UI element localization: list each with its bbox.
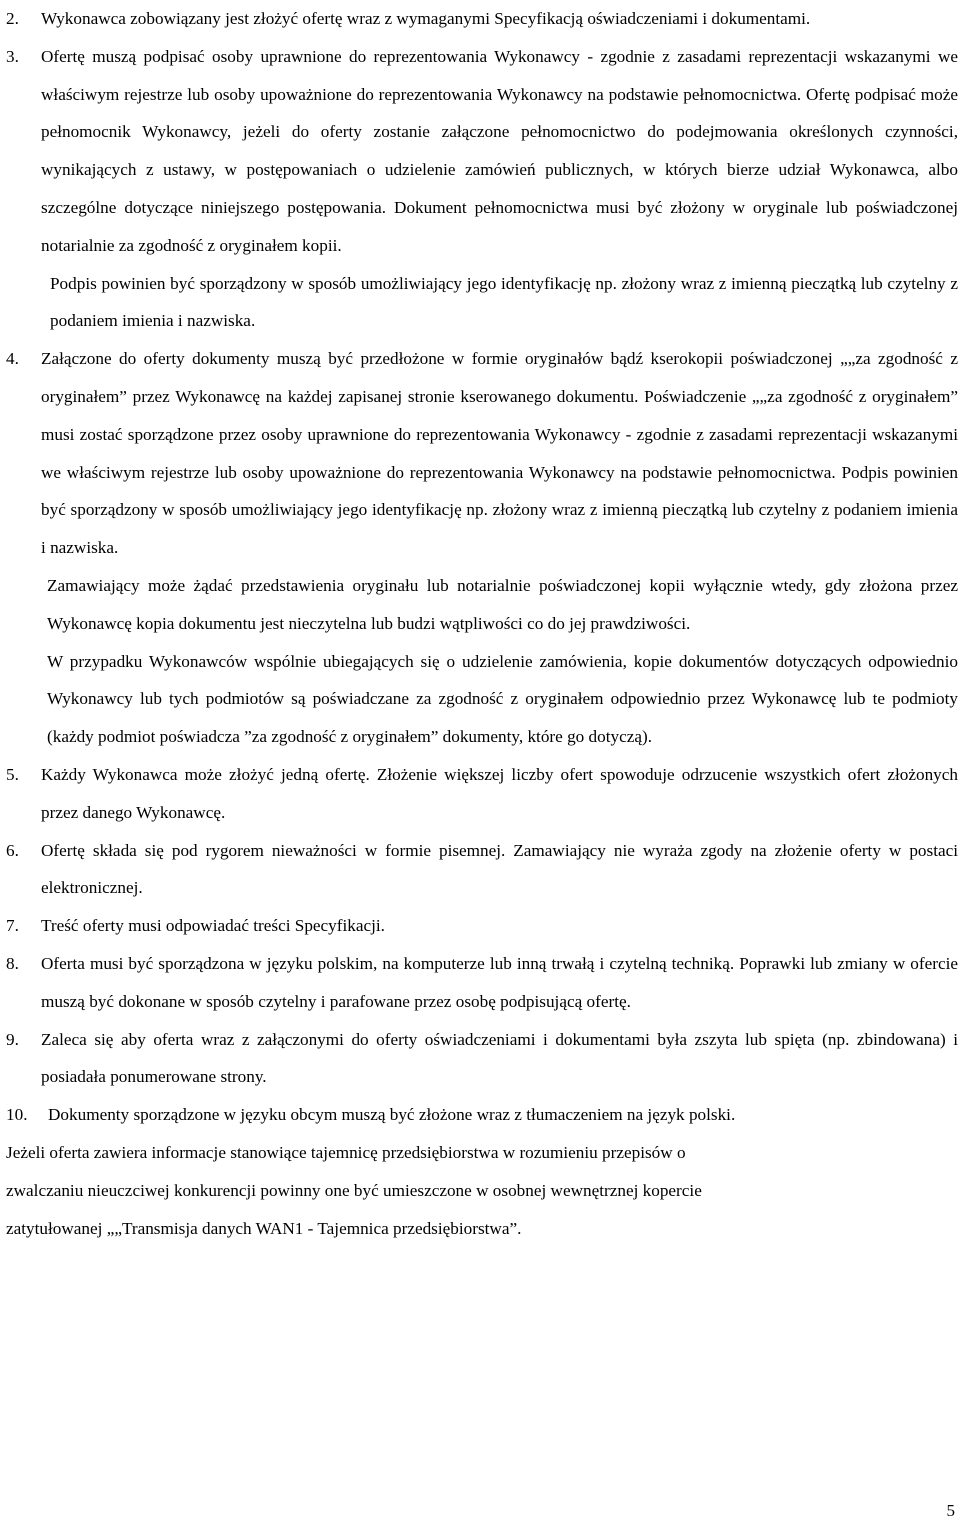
list-item-number: 6. [6, 840, 19, 860]
list-item-7 [0, 907, 960, 945]
list-item-6 [0, 832, 960, 908]
paragraph: Każdy Wykonawca może złożyć jedną ofertę. Złożenie większej liczby ofert spowoduje odrzucenie wszystkich ofert złożonych przez danego Wykonawcę. [41, 764, 958, 822]
list-item-number: 5. [6, 764, 19, 784]
paragraph: Zaleca się aby oferta wraz z załączonymi do oferty oświadczeniami i dokumentami była zszyta lub spięta (np. zbindowana) i posiadała ponumerowane strony. [41, 1029, 958, 1087]
paragraph: Podpis powinien być sporządzony w sposób umożliwiający jego identyfikację np. złożony wraz z imienną pieczątką lub czytelny z podaniem imienia i nazwiska. [50, 273, 958, 331]
list-item-number: 10. [6, 1105, 28, 1125]
list-item-4 [0, 340, 960, 756]
list-item-3 [0, 38, 960, 340]
list-item-2 [0, 0, 960, 38]
closing-line: Jeżeli oferta zawiera informacje stanowiące tajemnicę przedsiębiorstwa w rozumieniu przepisów o [6, 1142, 686, 1162]
closing-paragraph [0, 1134, 960, 1247]
list-item-9 [0, 1021, 960, 1097]
page-number: 5 [946, 1501, 955, 1520]
list-item-number: 7. [6, 916, 19, 936]
list-item-number: 2. [6, 9, 19, 28]
list-item-5 [0, 756, 960, 832]
paragraph: Oferta musi być sporządzona w języku polskim, na komputerze lub inną trwałą i czytelną techniką. Poprawki lub zmiany w ofercie muszą być dokonane w sposób czytelny i parafowane przez osobę podpisującą ofertę. [41, 953, 958, 1011]
list-item-number: 4. [6, 349, 19, 369]
paragraph: Treść oferty musi odpowiadać treści Specyfikacji. [41, 916, 385, 936]
paragraph: Załączone do oferty dokumenty muszą być przedłożone w formie oryginałów bądź kserokopii poświadczonej „„za zgodność z oryginałem” przez Wykonawcę na każdej zapisanej stronie kserowanego dokumentu. Poświadczenie „„za zgodność z oryginałem” musi zostać sporządzone przez osoby uprawnione do reprezentowania Wykonawcy - zgodnie z zasadami reprezentacji wskazanymi we właściwym rejestrze lub osoby upoważnione do reprezentowania Wykonawcy na podstawie pełnomocnictwa. Podpis powinien być sporządzony w sposób umożliwiający jego identyfikację np. złożony wraz z imienną pieczątką lub czytelny z podaniem imienia i nazwiska. [41, 349, 958, 558]
paragraph: Ofertę muszą podpisać osoby uprawnione do reprezentowania Wykonawcy - zgodnie z zasadami reprezentacji wskazanymi we właściwym rejestrze lub osoby upoważnione do reprezentowania Wykonawcy na podstawie pełnomocnictwa. Ofertę podpisać może pełnomocnik Wykonawcy, jeżeli do oferty zostanie załączone pełnomocnictwo do podejmowania określonych czynności, wynikających z ustawy, w postępowaniach o udzielenie zamówień publicznych, w których bierze udział Wykonawca, albo szczególne dotyczące niniejszego postępowania. Dokument pełnomocnictwa musi być złożony w oryginale lub poświadczonej notarialnie za zgodność z oryginałem kopii. [41, 46, 958, 255]
closing-line: zwalczaniu nieuczciwej konkurencji powinny one być umieszczone w osobnej wewnętrznej kopercie [6, 1180, 702, 1200]
paragraph: W przypadku Wykonawców wspólnie ubiegających się o udzielenie zamówienia, kopie dokumentów dotyczących odpowiednio Wykonawcy lub tych podmiotów są poświadczane za zgodność z oryginałem odpowiednio przez Wykonawcę lub te podmioty (każdy podmiot poświadcza ”za zgodność z oryginałem” dokumenty, które go dotyczą). [47, 651, 958, 747]
list-item-number: 3. [6, 46, 19, 66]
paragraph: Zamawiający może żądać przedstawienia oryginału lub notarialnie poświadczonej kopii wyłącznie wtedy, gdy złożona przez Wykonawcę kopia dokumentu jest nieczytelna lub budzi wątpliwości co do jej prawdziwości. [47, 575, 958, 633]
list-item-number: 9. [6, 1029, 19, 1049]
paragraph: Dokumenty sporządzone w języku obcym muszą być złożone wraz z tłumaczeniem na język polski. [48, 1105, 736, 1125]
closing-line: zatytułowanej „„Transmisja danych WAN1 - Tajemnica przedsiębiorstwa”. [6, 1218, 522, 1238]
paragraph: Ofertę składa się pod rygorem nieważności w formie pisemnej. Zamawiający nie wyraża zgody na złożenie oferty w postaci elektronicznej. [41, 840, 958, 898]
paragraph: Wykonawca zobowiązany jest złożyć ofertę wraz z wymaganymi Specyfikacją oświadczeniami i dokumentami. [41, 9, 811, 28]
list-item-8 [0, 945, 960, 1021]
list-item-10 [0, 1096, 960, 1134]
list-item-number: 8. [6, 953, 19, 973]
